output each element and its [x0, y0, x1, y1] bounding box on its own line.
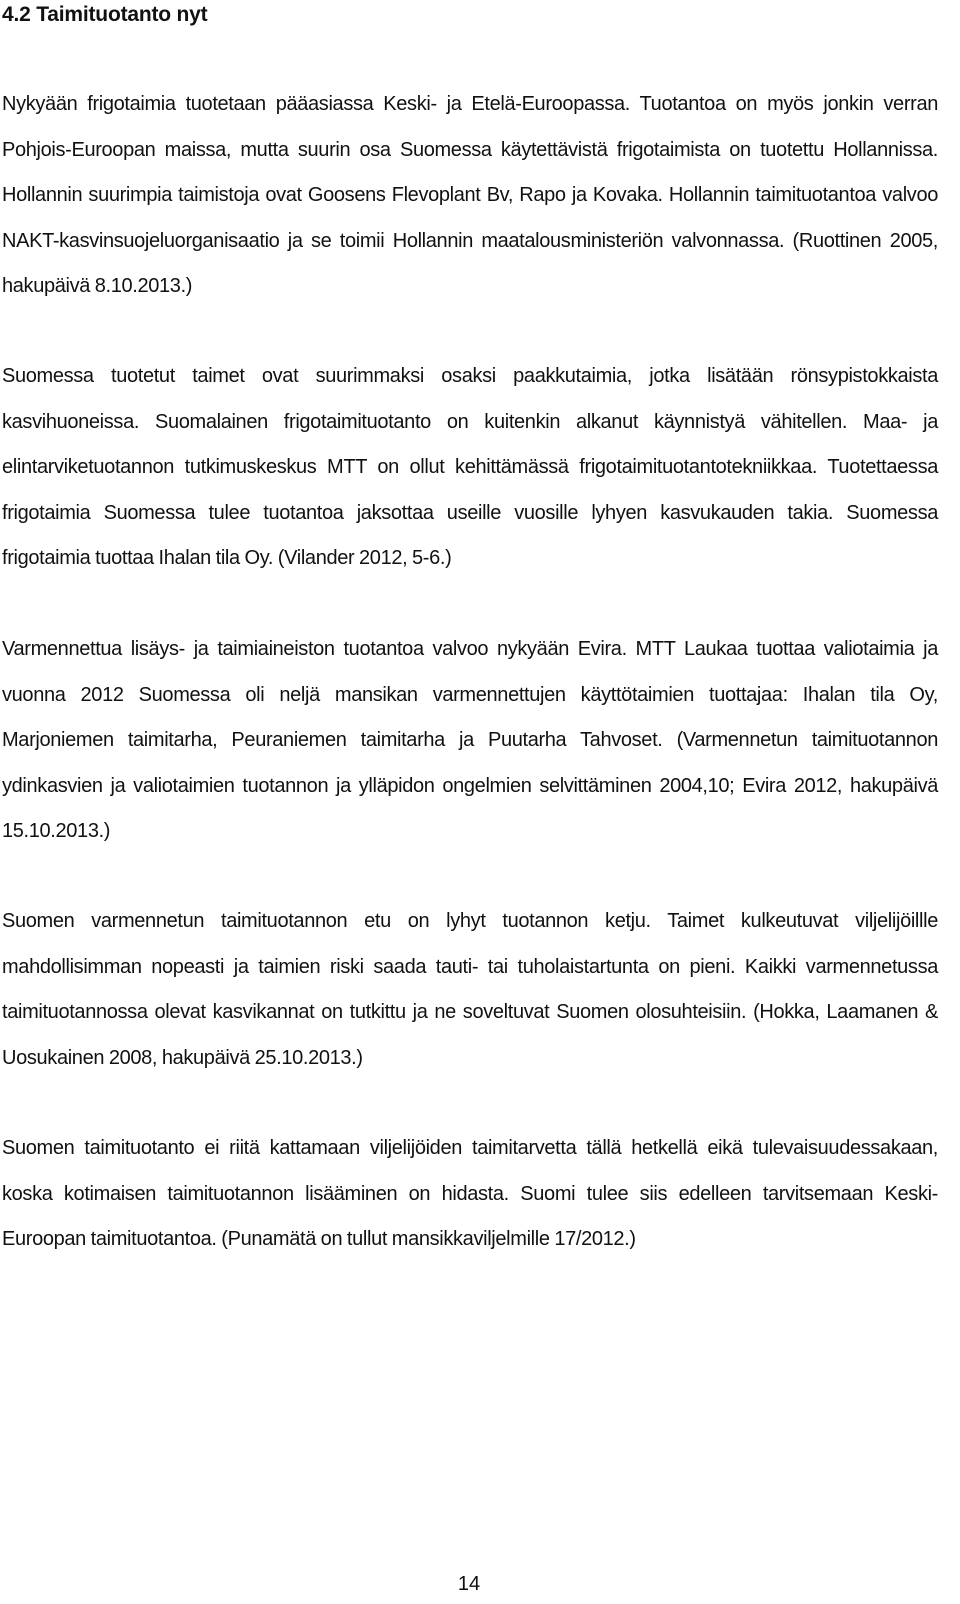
page-number: 14	[457, 1573, 481, 1595]
paragraph-certified-production: Varmennettua lisäys- ja taimiaineiston tuotantoa valvoo nykyään Evira. MTT Laukaa tuottaa valiotaimia ja vuonna 2012 Suomessa oli neljä mansikan varmennettujen käyttötaimien tuottajaa: Ihalan tila Oy, Marjoniemen taimitarha, Peuraniemen taimitarha ja Puutarha Tahvoset. (Varmennetun taimituotannon ydinkasvien ja valiotaimien tuotannon ja ylläpidon ongelmien selvittäminen 2004,10; Evira 2012, hakupäivä 15.10.2013.)	[2, 638, 938, 842]
paragraph-frigo-production-europe: Nykyään frigotaimia tuotetaan pääasiassa Keski- ja Etelä-Euroopassa. Tuotantoa on myös jonkin verran Pohjois-Euroopan maissa, mutta suurin osa Suomessa käytettävistä frigotaimista on tuotettu Hollannissa. Hollannin suurimpia taimistoja ovat Goosens Flevoplant Bv, Rapo ja Kovaka. Hollannin taimituotantoa valvoo NAKT-kasvinsuojeluorganisaatio ja se toimii Hollannin maatalousministeriön valvonnassa. (Ruottinen 2005, hakupäivä 8.10.2013.)	[2, 93, 938, 297]
paragraph-certified-advantages: Suomen varmennetun taimituotannon etu on lyhyt tuotannon ketju. Taimet kulkeutuvat viljelijöillle mahdollisimman nopeasti ja taimien riski saada tauti- tai tuholaistartunta on pieni. Kaikki varmennetussa taimituotannossa olevat kasvikannat on tutkittu ja ne soveltuvat Suomen olosuhteisiin. (Hokka, Laamanen & Uosukainen 2008, hakupäivä 25.10.2013.)	[2, 910, 938, 1069]
paragraph-insufficient-supply: Suomen taimituotanto ei riitä kattamaan viljelijöiden taimitarvetta tällä hetkellä eikä tulevaisuudessakaan, koska kotimaisen taimituotannon lisääminen on hidasta. Suomi tulee siis edelleen tarvitsemaan Keski-Euroopan taimituotantoa. (Punamätä on tullut mansikkaviljelmille 17/2012.)	[2, 1137, 938, 1250]
section-heading: 4.2 Taimituotanto nyt	[2, 3, 208, 26]
paragraph-finnish-production: Suomessa tuotetut taimet ovat suurimmaksi osaksi paakkutaimia, jotka lisätään rönsypistokkaista kasvihuoneissa. Suomalainen frigotaimituotanto on kuitenkin alkanut käynnistyä vähitellen. Maa- ja elintarviketuotannon tutkimuskeskus MTT on ollut kehittämässä frigotaimituotantotekniikkaa. Tuotettaessa frigotaimia Suomessa tulee tuotantoa jaksottaa useille vuosille lyhyen kasvukauden takia. Suomessa frigotaimia tuottaa Ihalan tila Oy. (Vilander 2012, 5-6.)	[2, 365, 938, 569]
